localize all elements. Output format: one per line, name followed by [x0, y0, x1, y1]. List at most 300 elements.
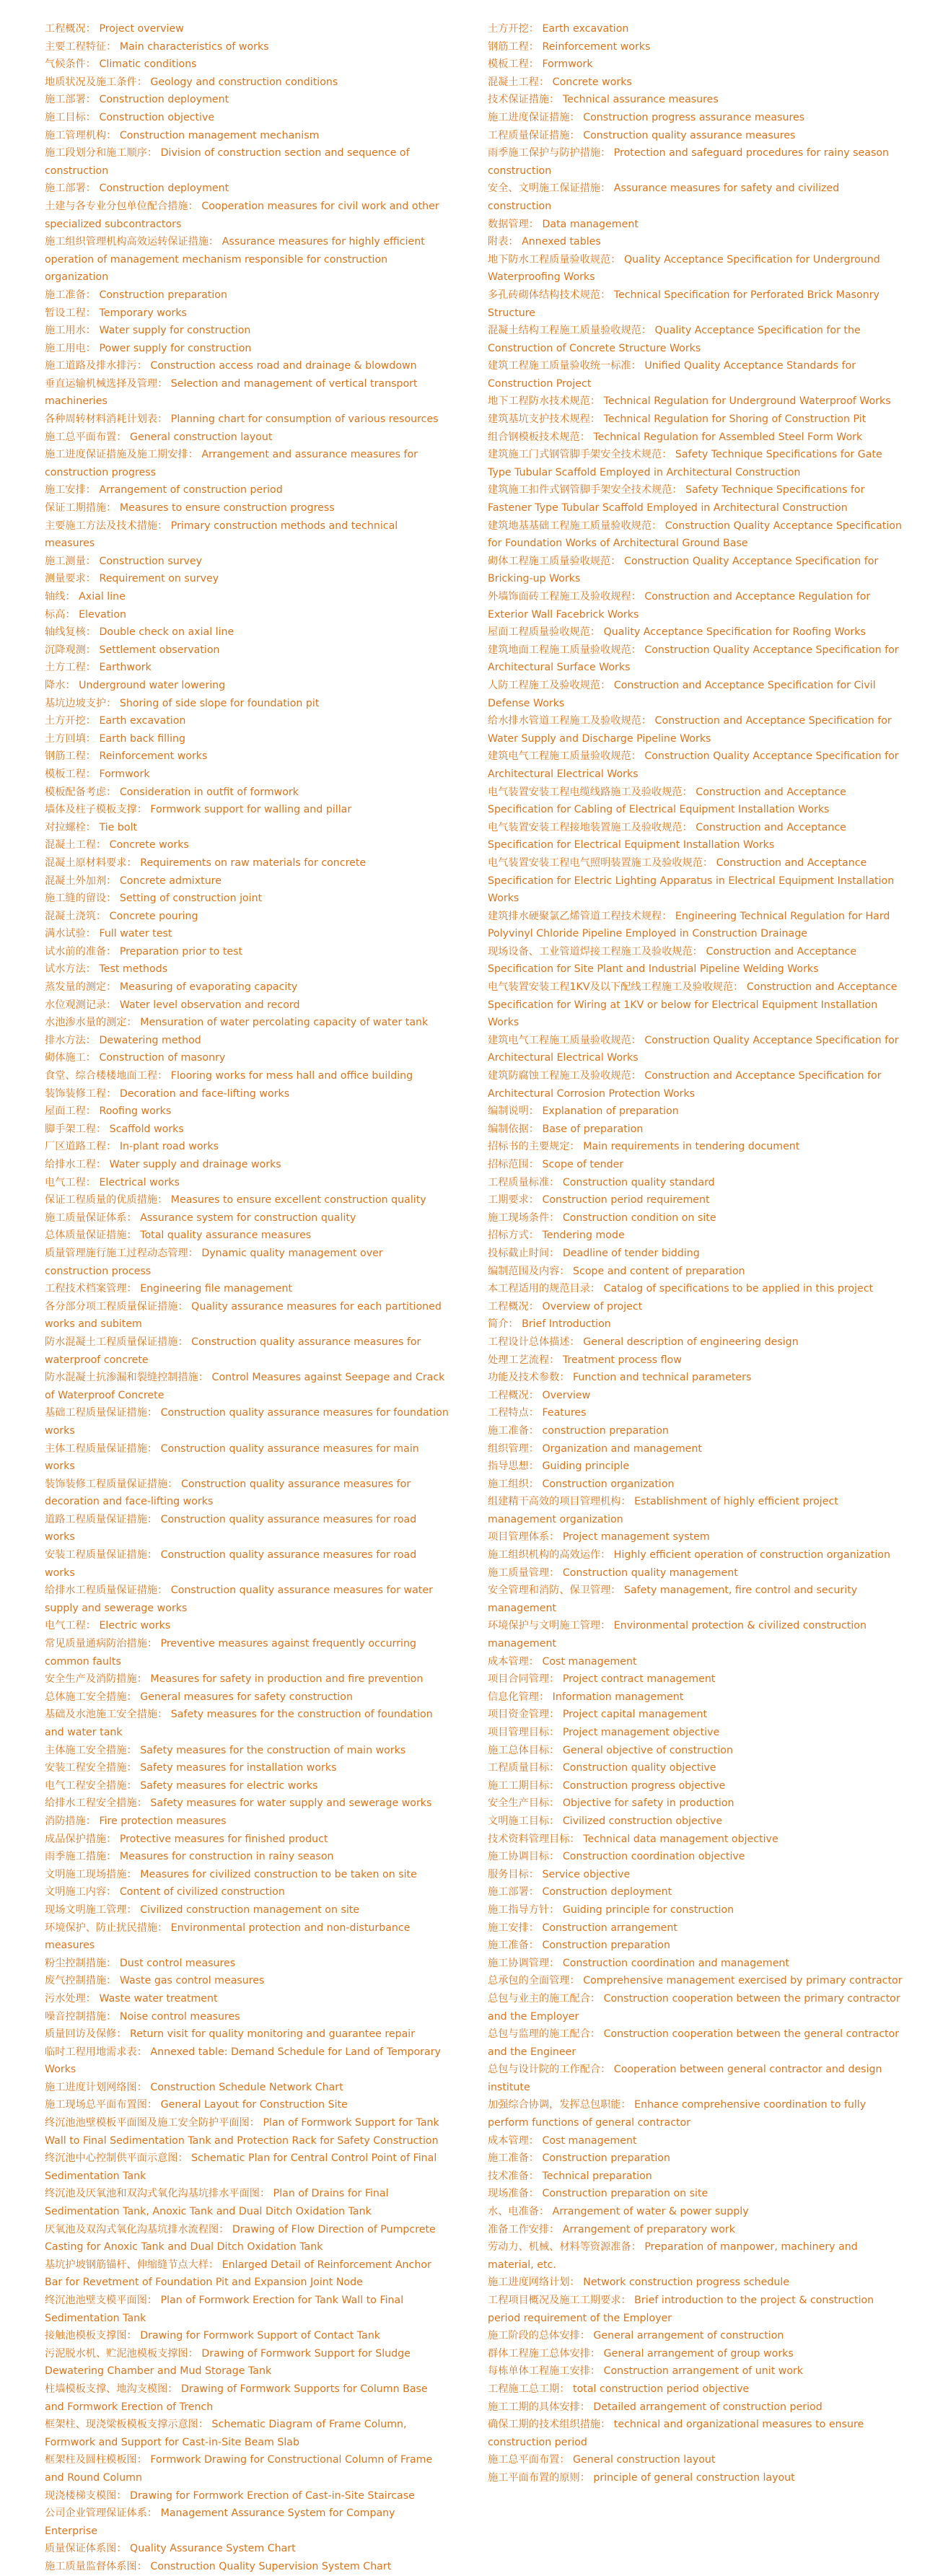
term-chinese: 建筑施工门式钢管脚手架安全技术规范 [488, 449, 662, 461]
glossary-entry [45, 1280, 449, 1298]
term-separator: ： [85, 963, 100, 976]
term-separator: ： [538, 2206, 553, 2218]
term-separator: ： [85, 928, 100, 940]
term-english: Annexed table: Demand Schedule for Land of Temporary Works [45, 2046, 441, 2076]
term-chinese: 工程质量保证措施 [488, 129, 570, 141]
term-chinese: 建筑工程施工质量验收统一标准 [488, 360, 631, 372]
glossary-entry [488, 1422, 903, 1440]
glossary-entry [45, 2292, 449, 2327]
term-english: Planning chart for consumption of various resources [170, 413, 439, 426]
term-english: Measures for civilized construction to be taken on site [140, 1868, 417, 1880]
term-english: Protective measures for finished product [119, 1833, 328, 1845]
glossary-entry [45, 960, 449, 978]
term-english: Cooperation between general contractor and design institute [488, 2064, 882, 2093]
term-chinese: 加强综合协调，发挥总包职能 [488, 2099, 621, 2111]
term-separator: ： [126, 1744, 141, 1756]
term-english: Quality assurance measures for each partitioned works and subitem [45, 1300, 442, 1331]
term-english: Construction deployment [99, 183, 229, 195]
term-chinese: 施工组织 [488, 1478, 529, 1490]
term-chinese: 电气装置安装工程电缆线路施工及验收规范 [488, 786, 683, 798]
term-separator: ： [209, 236, 222, 248]
glossary-entry [45, 91, 449, 109]
term-chinese: 混凝土结构工程施工质量验收规范 [488, 325, 641, 337]
term-chinese: 污水处理 [45, 1992, 86, 2005]
term-separator: ： [579, 2471, 594, 2484]
term-separator: ： [528, 2188, 543, 2200]
term-english: Roofing works [99, 1105, 172, 1118]
term-separator: ： [177, 2152, 192, 2165]
term-chinese: 施工测量 [45, 555, 86, 567]
glossary-entry [45, 1831, 449, 1849]
glossary-entry [488, 74, 903, 92]
term-chinese: 接触池模板支撑图 [45, 2330, 127, 2342]
term-english: Base of preparation [542, 1123, 644, 1135]
term-english: Drawing for Formwork Erection of Cast-in-Site Staircase [130, 2489, 415, 2502]
term-english: Preparation prior to test [119, 945, 243, 958]
glossary-entry [45, 766, 449, 784]
term-english: Project capital management [562, 1709, 708, 1721]
glossary-entry [488, 2362, 903, 2380]
term-english: Objective for safety in production [562, 1797, 734, 1810]
glossary-entry [488, 1901, 903, 1919]
term-english: Safety Technique Specifications for Fastener Type Tubular Scaffold Employed in Architectural Construction [488, 484, 865, 514]
term-chinese: 厌氧池及双沟式氧化沟基坑排水流程图 [45, 2223, 219, 2235]
term-english: Concrete pouring [109, 910, 198, 922]
term-english: Catalog of specifications to be applied in this project [603, 1283, 874, 1295]
term-english: Construction Quality Acceptance Specification for Bricking-up Works [488, 555, 879, 585]
term-separator: ： [631, 750, 645, 763]
glossary-entry [45, 1404, 449, 1440]
term-english: Technical data management objective [583, 1833, 778, 1845]
term-chinese: 电气装置安装工程电气照明装置施工及验收规范 [488, 857, 703, 869]
term-chinese: 水、电准备 [488, 2206, 539, 2218]
term-english: Quality Acceptance Specification for Underground Waterproofing Works [488, 253, 880, 284]
term-english: Cost management [542, 2134, 637, 2147]
term-separator: ： [641, 715, 655, 727]
term-chinese: 成本管理 [488, 2134, 529, 2147]
term-separator: ： [85, 715, 100, 727]
term-separator: ： [146, 1638, 161, 1650]
glossary-entry [488, 1263, 903, 1281]
term-english: Content of civilized construction [119, 1886, 285, 1898]
term-chinese: 终沉池池壁支模平面图 [45, 2295, 147, 2306]
term-english: Reinforcement works [542, 40, 651, 53]
term-english: Technical Specification for Perforated Brick Masonry Structure [488, 289, 879, 319]
term-separator: ： [85, 183, 100, 195]
term-english: Information management [552, 1691, 684, 1703]
term-chinese: 施工缝的留设 [45, 893, 107, 905]
glossary-entry [45, 2008, 449, 2026]
glossary-entry [45, 481, 449, 499]
glossary-entry [488, 1103, 903, 1121]
term-chinese: 安全、文明施工保证措施 [488, 183, 601, 195]
glossary-entry [488, 943, 903, 978]
term-english: Measures for construction in rainy season [119, 1851, 334, 1863]
term-english: Technical preparation [542, 2170, 652, 2182]
term-separator: ： [167, 2383, 181, 2395]
glossary-entry [488, 180, 903, 215]
term-chinese: 施工质量管理 [488, 1567, 550, 1579]
term-separator: ： [528, 2152, 543, 2165]
term-english: General Layout for Construction Site [160, 2099, 348, 2111]
term-chinese: 安全生产目标 [488, 1797, 550, 1810]
term-chinese: 施工总平面布置 [45, 431, 117, 443]
term-english: Shoring of side slope for foundation pit [119, 697, 320, 709]
term-separator: ： [106, 502, 120, 514]
term-english: Dynamic quality management over construction process [45, 1247, 383, 1277]
term-english: Construction quality assurance measures for waterproof concrete [45, 1336, 421, 1366]
term-separator: ： [569, 1975, 584, 1987]
term-chinese: 工程技术档案管理 [45, 1283, 127, 1295]
term-english: Plan of Formwork Erection for Tank Wall to Final Sedimentation Tank [45, 2295, 404, 2324]
term-english: Project management system [562, 1531, 710, 1543]
term-separator: ： [600, 289, 614, 301]
term-english: Arrangement of construction period [99, 484, 283, 496]
term-english: Network construction progress schedule [583, 2277, 790, 2289]
term-chinese: 项目管理体系 [488, 1531, 550, 1543]
term-separator: ： [85, 1034, 100, 1046]
term-separator: ： [549, 1851, 563, 1863]
term-english: Construction Quality Acceptance Specification for Foundation Works of Architectural Ground Base [488, 520, 902, 550]
term-separator: ： [589, 2028, 604, 2041]
glossary-entry [45, 996, 449, 1015]
glossary-entry [488, 127, 903, 145]
glossary-entry [45, 446, 449, 481]
term-english: Water supply for construction [99, 325, 251, 337]
term-chinese: 给水排水管道工程施工及验收规范 [488, 715, 641, 727]
glossary-entry [45, 127, 449, 145]
term-english: Cooperation measures for civil work and other specialized subcontractors [45, 200, 439, 230]
glossary-entry [488, 393, 903, 411]
term-separator: ： [528, 1230, 543, 1242]
term-chinese: 终沉池及厌氧池和双沟式氧化沟基坑排水平面图 [45, 2188, 260, 2200]
term-english: Construction survey [99, 555, 203, 567]
term-chinese: 施工进度保证措施 [488, 111, 570, 123]
glossary-entry [45, 2114, 449, 2150]
term-english: Safety measures for installation works [140, 1762, 337, 1774]
term-separator: ： [589, 2365, 604, 2378]
glossary-entry [488, 623, 903, 641]
term-separator: ： [528, 1123, 543, 1135]
term-separator: ： [549, 1779, 563, 1792]
glossary-entry [45, 1049, 449, 1067]
term-chinese: 屋面工程质量验收规范 [488, 626, 590, 639]
term-chinese: 试水前的准备 [45, 945, 107, 958]
term-english: In-plant road works [119, 1141, 219, 1153]
term-separator: ： [136, 804, 151, 816]
term-chinese: 电气工程 [45, 1176, 86, 1188]
term-chinese: 模板配备考虑 [45, 786, 107, 798]
term-english: Formwork support for walling and pillar [150, 804, 352, 816]
glossary-entry [45, 1298, 449, 1333]
term-english: Measures to ensure construction progress [119, 502, 335, 514]
term-separator: ： [85, 94, 100, 106]
term-separator: ： [508, 1318, 522, 1331]
glossary-entry [45, 677, 449, 695]
term-english: Construction preparation on site [542, 2188, 709, 2200]
term-chinese: 总体质量保证措施 [45, 1230, 127, 1242]
term-english: Power supply for construction [99, 342, 252, 354]
term-english: Electrical works [99, 1176, 180, 1188]
term-english: Engineering file management [140, 1283, 293, 1295]
term-english: Earth back filling [99, 732, 186, 745]
glossary-entry [45, 340, 449, 358]
glossary-entry [488, 1209, 903, 1227]
term-chinese: 基坑护坡钢筋锚杆、伸缩缝节点大样 [45, 2259, 209, 2271]
glossary-entry [45, 1635, 449, 1670]
glossary-entry [488, 2327, 903, 2345]
glossary-entry [45, 1777, 449, 1795]
glossary-entry [488, 1156, 903, 1174]
term-chinese: 组织管理 [488, 1442, 529, 1455]
term-separator: ： [85, 484, 100, 496]
term-separator: ： [528, 1922, 543, 1934]
glossary-entry [45, 144, 449, 180]
term-separator: ： [136, 360, 151, 372]
glossary-entry [488, 2274, 903, 2292]
term-chinese: 常见质量通病防治措施 [45, 1638, 147, 1650]
term-separator: ： [528, 218, 543, 230]
term-chinese: 混凝土外加剂 [45, 875, 107, 887]
term-separator: ： [85, 1620, 100, 1632]
term-chinese: 组建精干高效的项目管理机构 [488, 1496, 621, 1508]
term-english: Control Measures against Seepage and Crack of Waterproof Concrete [45, 1372, 445, 1401]
term-english: Waste gas control measures [119, 1975, 265, 1987]
glossary-entry [45, 1174, 449, 1192]
term-separator: ： [549, 1815, 563, 1827]
term-separator: ： [95, 839, 110, 851]
term-chinese: 信息化管理 [488, 1691, 539, 1703]
glossary-entry [45, 890, 449, 908]
term-separator: ： [641, 325, 655, 337]
glossary-entry [488, 1706, 903, 1724]
term-chinese: 项目资金管理 [488, 1709, 550, 1721]
glossary-entry [488, 20, 903, 38]
glossary-entry [488, 1245, 903, 1263]
glossary-entry [488, 1688, 903, 1707]
term-chinese: 多孔砖砌体结构技术规范 [488, 289, 601, 301]
term-separator: ： [65, 608, 79, 621]
term-english: Technical Regulation for Assembled Steel Form Work [593, 431, 863, 443]
term-chinese: 柱墙模板支撑、地沟支模图 [45, 2383, 168, 2395]
term-separator: ： [620, 1496, 635, 1508]
term-chinese: 给排水工程 [45, 1159, 96, 1170]
term-chinese: 总包与业主的施工配合 [488, 1992, 590, 2005]
term-separator: ： [549, 1903, 563, 1916]
term-chinese: 环境保护、防止扰民措施 [45, 1922, 158, 1934]
term-separator: ： [549, 1797, 563, 1810]
term-separator: ： [146, 1407, 161, 1419]
term-chinese: 工程施工总工期 [488, 2383, 560, 2395]
term-separator: ： [549, 94, 563, 106]
term-separator: ： [157, 1922, 171, 1934]
term-chinese: 施工工期的具体安排 [488, 2401, 580, 2413]
term-english: Measures for safety in production and fire prevention [150, 1673, 424, 1686]
glossary-entry [488, 1191, 903, 1209]
term-english: Requirements on raw materials for concrete [140, 857, 367, 869]
term-english: Construction and Acceptance Regulation for Exterior Wall Facebrick Works [488, 591, 871, 621]
term-separator: ： [126, 1868, 141, 1880]
term-english: Construction progress assurance measures [583, 111, 805, 123]
term-separator: ： [85, 662, 100, 674]
glossary-entry [488, 1138, 903, 1156]
glossary-entry [45, 819, 449, 837]
term-chinese: 招标方式 [488, 1230, 529, 1242]
glossary-entry [45, 695, 449, 713]
term-chinese: 钢筋工程 [45, 750, 86, 763]
glossary-entry [488, 1724, 903, 1742]
term-english: Brief introduction to the project & construction period requirement of the Employer [488, 2295, 874, 2324]
term-separator: ： [106, 129, 120, 141]
term-separator: ： [549, 1176, 563, 1188]
term-separator: ： [146, 1442, 161, 1455]
term-english: Construction Quality Acceptance Specification for Architectural Surface Works [488, 644, 899, 674]
term-separator: ： [126, 857, 141, 869]
term-separator: ： [136, 2046, 151, 2058]
glossary-entry [488, 1883, 903, 1901]
term-english: Construction period requirement [542, 1194, 710, 1206]
term-english: Enhance comprehensive coordination to fully perform functions of general contractor [488, 2099, 867, 2129]
term-english: Schematic Plan for Central Control Point of Final Sedimentation Tank [45, 2152, 437, 2182]
term-chinese: 标高 [45, 608, 66, 621]
glossary-entry [488, 819, 903, 854]
glossary-entry [45, 623, 449, 641]
term-chinese: 处理工艺流程 [488, 1354, 550, 1366]
term-chinese: 工程项目概况及施工工期要求 [488, 2295, 621, 2306]
term-chinese: 附表 [488, 236, 509, 248]
term-separator: ： [528, 1389, 543, 1401]
term-chinese: 施工协调目标 [488, 1851, 550, 1863]
term-chinese: 工期要求 [488, 1194, 529, 1206]
term-chinese: 试水方法 [45, 963, 86, 976]
term-english: Detailed arrangement of construction period [593, 2401, 822, 2413]
term-english: Water level observation and record [119, 999, 300, 1011]
term-chinese: 群体工程施工总体安排 [488, 2347, 590, 2360]
term-english: principle of general construction layout [593, 2471, 795, 2484]
glossary-entry [488, 553, 903, 588]
term-english: Construction access road and drainage & blowdown [150, 360, 417, 372]
glossary-entry [45, 1546, 449, 1582]
term-separator: ： [631, 591, 645, 603]
term-chinese: 电气装置安装工程1KV及以下配线工程施工及验收规范 [488, 981, 734, 994]
glossary-entry [45, 305, 449, 323]
term-chinese: 质量回访及保修 [45, 2028, 117, 2041]
term-english: Measures to ensure excellent construction quality [170, 1194, 426, 1206]
term-chinese: 施工段划分和施工顺序 [45, 147, 147, 159]
term-english: Construction and Acceptance Specification for Architectural Corrosion Protection Works [488, 1070, 882, 1100]
glossary-entry [488, 1351, 903, 1370]
term-separator: ： [549, 1567, 563, 1579]
term-chinese: 数据管理 [488, 218, 529, 230]
term-separator: ： [631, 1070, 645, 1082]
term-separator: ： [106, 786, 120, 798]
term-english: Construction Schedule Network Chart [150, 2081, 343, 2093]
term-chinese: 工程特点 [488, 1407, 529, 1419]
term-separator: ： [569, 2277, 584, 2289]
term-chinese: 现场文明施工管理 [45, 1903, 127, 1916]
term-chinese: 建筑排水硬聚氯乙烯管道工程技术规程 [488, 910, 662, 922]
term-chinese: 施工阶段的总体安排 [488, 2330, 580, 2342]
term-chinese: 降水 [45, 679, 66, 691]
term-separator: ： [549, 1354, 563, 1366]
glossary-entry [488, 784, 903, 819]
term-separator: ： [85, 342, 100, 354]
term-separator: ： [167, 1478, 181, 1490]
term-chinese: 工程设计总体描述 [488, 1336, 570, 1348]
term-separator: ： [528, 1442, 543, 1455]
term-english: Schematic Diagram of Frame Column, Formwork and Support for Cast-in-Site Beam Slab [45, 2419, 407, 2448]
term-chinese: 总包与设计院的工作配合 [488, 2064, 601, 2076]
term-chinese: 施工指导方针 [488, 1903, 550, 1916]
term-chinese: 混凝土浇筑 [45, 910, 96, 922]
term-separator: ： [528, 1655, 543, 1668]
glossary-entry [45, 1103, 449, 1121]
term-chinese: 工程质量目标 [488, 1762, 550, 1774]
term-separator: ： [136, 1797, 151, 1810]
term-english: Construction quality assurance measures for road works [45, 1513, 417, 1543]
term-separator: ： [126, 1691, 141, 1703]
term-chinese: 施工总体目标 [488, 1744, 550, 1756]
term-chinese: 轴线复核 [45, 626, 86, 639]
term-chinese: 测量要求 [45, 573, 86, 585]
glossary-entry [45, 1848, 449, 1866]
glossary-entry [45, 1032, 449, 1050]
term-english: Construction coordination objective [562, 1851, 745, 1863]
glossary-entry [488, 56, 903, 74]
term-chinese: 建筑地面工程施工质量验收规范 [488, 644, 631, 656]
glossary-entry [488, 1653, 903, 1671]
glossary-entry [488, 1280, 903, 1298]
term-separator: ： [85, 289, 100, 301]
term-english: Temporary works [99, 307, 187, 319]
term-chinese: 安全生产及消防措施 [45, 1673, 137, 1686]
glossary-entry [45, 1245, 449, 1280]
term-english: technical and organizational measures to ensure construction period [488, 2419, 864, 2448]
term-chinese: 本工程适用的规范目录 [488, 1283, 590, 1295]
term-english: Quality Acceptance Specification for Roofing Works [603, 626, 866, 639]
term-english: Construction of masonry [99, 1052, 226, 1064]
term-english: Formwork Drawing for Constructional Column of Frame and Round Column [45, 2454, 433, 2484]
term-chinese: 外墙饰面砖工程施工及验收规程 [488, 591, 631, 603]
glossary-entry [45, 56, 449, 74]
glossary-entry [45, 588, 449, 606]
term-separator: ： [692, 945, 706, 958]
term-english: Brief Introduction [522, 1318, 611, 1331]
term-separator: ： [85, 750, 100, 763]
term-chinese: 脚手架工程 [45, 1123, 96, 1135]
term-chinese: 技术准备 [488, 2170, 529, 2182]
term-english: Consideration in outfit of formwork [119, 786, 299, 798]
glossary-entry [45, 908, 449, 926]
term-english: Tie bolt [99, 821, 138, 833]
term-english: Quality Assurance System Chart [130, 2543, 296, 2555]
glossary-entry [488, 2132, 903, 2150]
glossary-entry [488, 357, 903, 393]
term-chinese: 项目合同管理 [488, 1673, 550, 1686]
term-chinese: 成本管理 [488, 1655, 529, 1668]
term-chinese: 总体施工安全措施 [45, 1691, 127, 1703]
term-separator: ： [559, 1372, 574, 1384]
term-separator: ： [631, 2241, 645, 2253]
glossary-entry [45, 2221, 449, 2256]
glossary-entry [45, 2487, 449, 2505]
term-separator: ： [126, 1230, 141, 1242]
term-separator: ： [559, 2454, 574, 2466]
glossary-entry [488, 1315, 903, 1333]
term-english: Construction quality objective [562, 1762, 716, 1774]
term-separator: ： [126, 1283, 141, 1295]
term-english: Construction preparation [542, 2152, 670, 2165]
